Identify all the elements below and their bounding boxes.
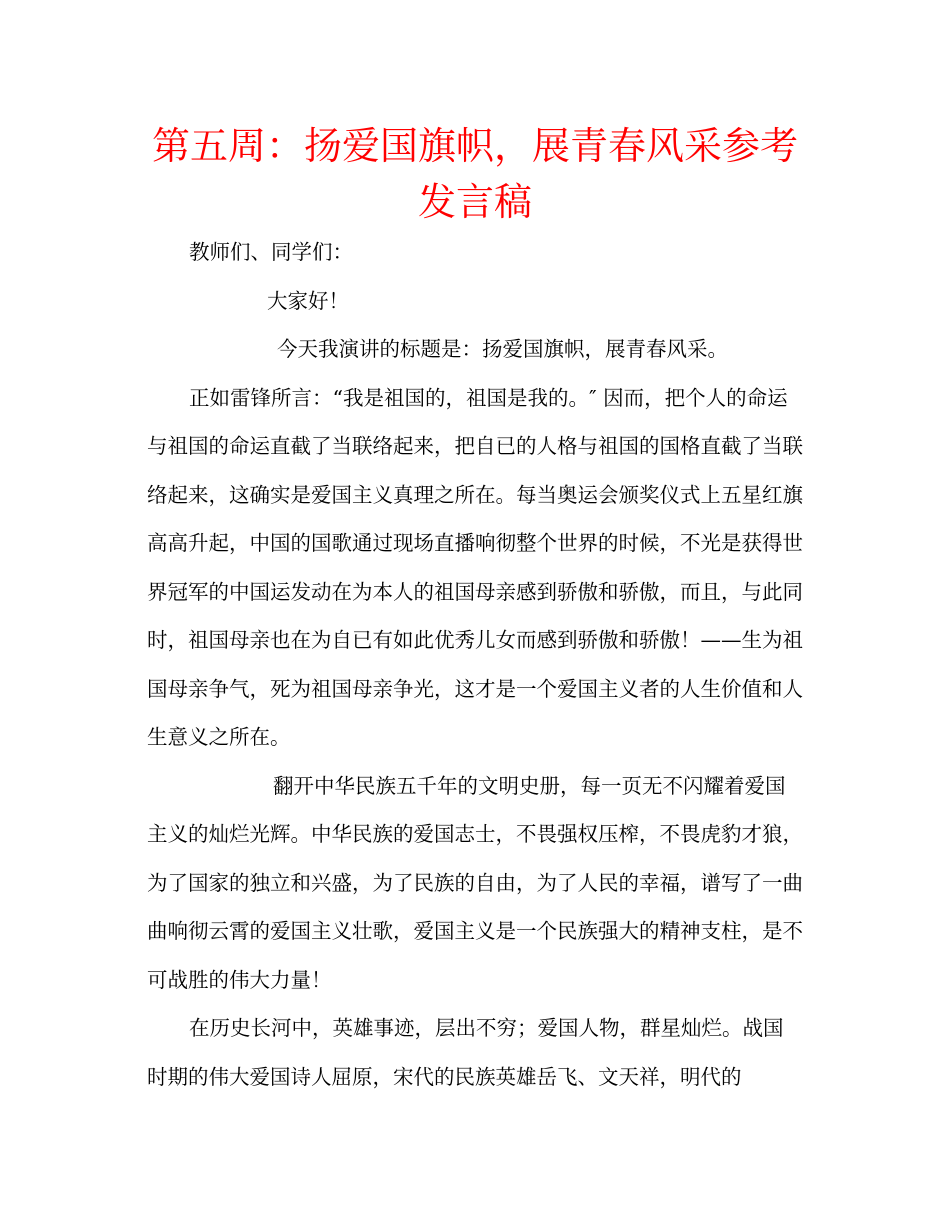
page-title: 第五周：扬爱国旗帜，展青春风采参考发言稿 xyxy=(151,124,798,224)
paragraph-heroes: 在历史长河中，英雄事迹，层出不穷；爱国人物，群星灿烂。战国时期的伟大爱国诗人屈原，宋代的民族英雄岳飞、文天祥，明代的 xyxy=(147,1016,784,1089)
paragraph-patriotism: 正如雷锋所言：“我是祖国的，祖国是我的。″ 因而，把个人的命运与祖国的命运直截了当联络起来，把自已的人格与祖国的国格直截了当联络起来，这确实是爱国主义真理之所在。每当奥运会颁奖仪式上五星红旗高高升起，中国的国歌通过现场直播响彻整个世界的时候，不光是获得世界冠军的中国运发动在为本人的祖国母亲感到骄傲和骄傲，而且，与此同时，祖国母亲也在为自已有如此优秀儿女而感到骄傲和骄傲！——生为祖国母亲争气，死为祖国母亲争光，这才是一个爱国主义者的人生价值和人生意义之所在。 xyxy=(147,385,803,749)
greeting-line: 教师们、同学们： xyxy=(189,240,353,264)
hello-line: 大家好！ xyxy=(267,288,349,313)
document-body xyxy=(147,228,803,1101)
paragraph-history: 翻开中华民族五千年的文明史册，每一页无不闪耀着爱国主义的灿烂光辉。中华民族的爱国志士，不畏强权压榨，不畏虎豹才狼，为了国家的独立和兴盛，为了民族的自由，为了人民的幸福，谱写了一曲曲响彻云霄的爱国主义壮歌，爱国主义是一个民族强大的精神支柱，是不可战胜的伟大力量！ xyxy=(147,773,803,992)
topic-line: 今天我演讲的标题是：扬爱国旗帜，展青春风采。 xyxy=(277,337,728,361)
